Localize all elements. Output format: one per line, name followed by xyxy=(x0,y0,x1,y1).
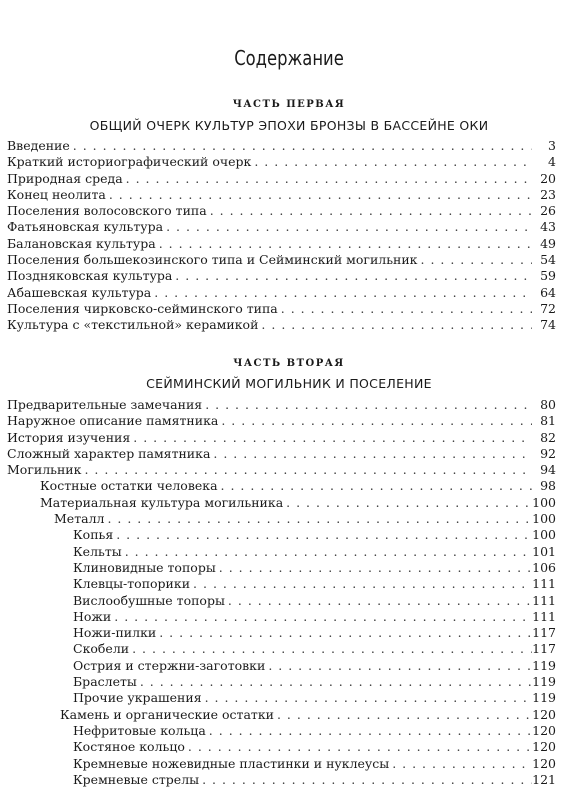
toc-entry-page: 100 xyxy=(532,511,556,527)
toc-entry xyxy=(7,478,556,494)
toc-entry xyxy=(7,690,556,706)
toc-leader xyxy=(218,413,532,429)
toc-entry xyxy=(7,723,556,739)
toc-entry-page: 100 xyxy=(532,527,556,543)
toc-leader xyxy=(202,690,532,706)
toc-entry-page: 120 xyxy=(532,706,556,722)
toc-entry-page: 94 xyxy=(540,462,556,478)
toc-leader xyxy=(389,756,532,772)
toc-entry-label: Нефритовые кольца xyxy=(73,722,206,738)
toc-entry xyxy=(7,674,556,690)
toc-entry-page: 121 xyxy=(532,771,556,787)
toc-leader xyxy=(278,301,532,317)
toc-entry xyxy=(7,772,556,788)
toc-entry-label: История изучения xyxy=(7,429,131,445)
toc-leader xyxy=(122,544,532,560)
toc-entry xyxy=(7,756,556,772)
toc-leader xyxy=(258,317,532,333)
toc-leader xyxy=(156,625,532,641)
page-title: Содержание xyxy=(234,46,344,70)
toc-entry-label: Могильник xyxy=(7,462,82,478)
toc-entry xyxy=(7,268,556,284)
toc-entry-page: 119 xyxy=(532,657,556,673)
toc-entry-label: Костяное кольцо xyxy=(73,739,185,755)
toc-entry-page: 54 xyxy=(540,252,556,268)
toc-entry xyxy=(7,138,556,154)
toc-entry-label: Скобели xyxy=(73,641,130,657)
toc-leader xyxy=(185,739,532,755)
toc-entry-label: Кремневые стрелы xyxy=(73,771,200,787)
toc-leader xyxy=(199,772,532,788)
toc-entry-page: 100 xyxy=(532,494,556,510)
toc-entry xyxy=(7,544,556,560)
toc-entry-label: Костные остатки человека xyxy=(40,478,218,494)
toc-leader xyxy=(190,576,532,592)
toc-entry xyxy=(7,317,556,333)
toc-entry xyxy=(7,576,556,592)
toc-entry-page: 111 xyxy=(532,576,556,592)
toc-entry-label: Клиновидные топоры xyxy=(73,559,216,575)
part2-title: СЕЙМИНСКИЙ МОГИЛЬНИК И ПОСЕЛЕНИЕ xyxy=(146,376,432,391)
toc-entry-page: 120 xyxy=(532,755,556,771)
toc-entry-label: Балановская культура xyxy=(7,235,156,251)
toc-leader xyxy=(111,609,532,625)
toc-entry xyxy=(7,462,556,478)
toc-entry-label: Острия и стержни-заготовки xyxy=(73,657,266,673)
toc-entry-page: 101 xyxy=(532,543,556,559)
toc-entry-page: 26 xyxy=(540,203,556,219)
toc-entry-page: 74 xyxy=(540,317,556,333)
toc-leader xyxy=(218,478,532,494)
toc-entry xyxy=(7,236,556,252)
toc-entry xyxy=(7,285,556,301)
toc-entry-label: Металл xyxy=(54,511,105,527)
toc-entry xyxy=(7,495,556,511)
toc-entry-label: Камень и органические остатки xyxy=(60,706,274,722)
toc-leader xyxy=(274,707,532,723)
toc-entry xyxy=(7,203,556,219)
toc-entry-label: Поселения волосовского типа xyxy=(7,203,207,219)
toc-entry xyxy=(7,171,556,187)
toc-entry xyxy=(7,301,556,317)
toc-entry xyxy=(7,413,556,429)
toc-entry xyxy=(7,609,556,625)
toc-leader xyxy=(104,511,532,527)
toc-entry xyxy=(7,187,556,203)
toc-entry xyxy=(7,446,556,462)
toc-leader xyxy=(207,203,532,219)
toc-entry-page: 111 xyxy=(532,608,556,624)
toc-leader xyxy=(283,495,532,511)
toc-entry-label: Кельты xyxy=(73,543,122,559)
part1-toc xyxy=(7,138,556,334)
toc-entry-label: Поселения большекозинского типа и Сейминский могильник xyxy=(7,252,418,268)
toc-leader xyxy=(202,397,532,413)
toc-entry-page: 120 xyxy=(532,739,556,755)
toc-entry-label: Браслеты xyxy=(73,674,137,690)
toc-entry-label: Прочие украшения xyxy=(73,690,202,706)
toc-leader xyxy=(113,527,532,543)
toc-entry-label: Конец неолита xyxy=(7,186,106,202)
toc-entry-page: 119 xyxy=(532,674,556,690)
toc-entry-label: Клевцы-топорики xyxy=(73,576,191,592)
toc-entry-label: Кремневые ножевидные пластинки и нуклеусы xyxy=(73,755,390,771)
toc-leader xyxy=(251,154,532,170)
toc-entry xyxy=(7,739,556,755)
toc-entry-page: 106 xyxy=(532,559,556,575)
toc-leader xyxy=(81,462,532,478)
toc-entry xyxy=(7,219,556,235)
toc-entry-label: Наружное описание памятника xyxy=(7,413,219,429)
toc-entry-label: Ножи-пилки xyxy=(73,625,157,641)
toc-leader xyxy=(70,138,532,154)
toc-entry-label: Введение xyxy=(7,138,70,153)
toc-entry-label: Поздняковская культура xyxy=(7,268,173,284)
toc-entry-page: 117 xyxy=(532,641,556,657)
toc-entry xyxy=(7,625,556,641)
toc-entry xyxy=(7,593,556,609)
toc-leader xyxy=(206,723,532,739)
toc-entry-page: 43 xyxy=(540,219,556,235)
toc-entry-page: 64 xyxy=(540,284,556,300)
toc-entry-page: 72 xyxy=(540,300,556,316)
toc-leader xyxy=(225,593,532,609)
toc-entry-page: 117 xyxy=(532,625,556,641)
toc-entry xyxy=(7,707,556,723)
toc-leader xyxy=(123,171,532,187)
toc-leader xyxy=(129,641,532,657)
toc-entry-page: 3 xyxy=(548,138,556,153)
toc-entry xyxy=(7,430,556,446)
toc-entry-label: Ножи xyxy=(73,608,112,624)
toc-leader xyxy=(106,187,532,203)
toc-entry-page: 80 xyxy=(540,397,556,412)
part1-label: ЧАСТЬ ПЕРВАЯ xyxy=(232,99,346,110)
toc-leader xyxy=(163,219,532,235)
toc-entry xyxy=(7,511,556,527)
toc-entry xyxy=(7,527,556,543)
part1-title: ОБЩИЙ ОЧЕРК КУЛЬТУР ЭПОХИ БРОНЗЫ В БАССЕЙНЕ ОКИ xyxy=(89,118,489,133)
toc-entry-label: Культура с «текстильной» керамикой xyxy=(7,317,259,333)
toc-leader xyxy=(151,285,532,301)
toc-entry-page: 49 xyxy=(540,235,556,251)
toc-leader xyxy=(130,430,532,446)
toc-entry-label: Фатьяновская культура xyxy=(7,219,164,235)
toc-entry-page: 98 xyxy=(540,478,556,494)
toc-entry xyxy=(7,397,556,413)
toc-entry xyxy=(7,641,556,657)
toc-leader xyxy=(172,268,532,284)
toc-entry-label: Природная среда xyxy=(7,170,123,186)
toc-entry-label: Предварительные замечания xyxy=(7,397,203,412)
toc-entry-page: 82 xyxy=(540,429,556,445)
toc-entry-label: Поселения чирковско-сейминского типа xyxy=(7,300,278,316)
toc-leader xyxy=(156,236,532,252)
toc-entry-page: 20 xyxy=(540,170,556,186)
toc-entry-page: 111 xyxy=(532,592,556,608)
toc-entry-label: Вислообушные топоры xyxy=(73,592,225,608)
toc-entry xyxy=(7,154,556,170)
toc-entry-page: 59 xyxy=(540,268,556,284)
toc-entry-label: Абашевская культура xyxy=(7,284,152,300)
toc-entry-page: 4 xyxy=(548,154,556,170)
part2-label: ЧАСТЬ ВТОРАЯ xyxy=(233,358,345,369)
toc-entry-label: Краткий историографический очерк xyxy=(7,154,252,170)
toc-entry-label: Сложный характер памятника xyxy=(7,445,211,461)
toc-entry-page: 119 xyxy=(532,690,556,706)
toc-entry-label: Материальная культура могильника xyxy=(40,494,284,510)
toc-leader xyxy=(137,674,532,690)
part2-toc xyxy=(7,397,556,788)
toc-entry-page: 120 xyxy=(532,722,556,738)
toc-leader xyxy=(265,658,532,674)
toc-leader xyxy=(210,446,532,462)
toc-entry xyxy=(7,560,556,576)
toc-leader xyxy=(418,252,533,268)
toc-entry-page: 92 xyxy=(540,445,556,461)
toc-entry-label: Копья xyxy=(73,527,114,543)
toc-entry-page: 81 xyxy=(540,413,556,429)
toc-entry xyxy=(7,252,556,268)
toc-entry xyxy=(7,658,556,674)
toc-entry-page: 23 xyxy=(540,186,556,202)
toc-leader xyxy=(216,560,532,576)
